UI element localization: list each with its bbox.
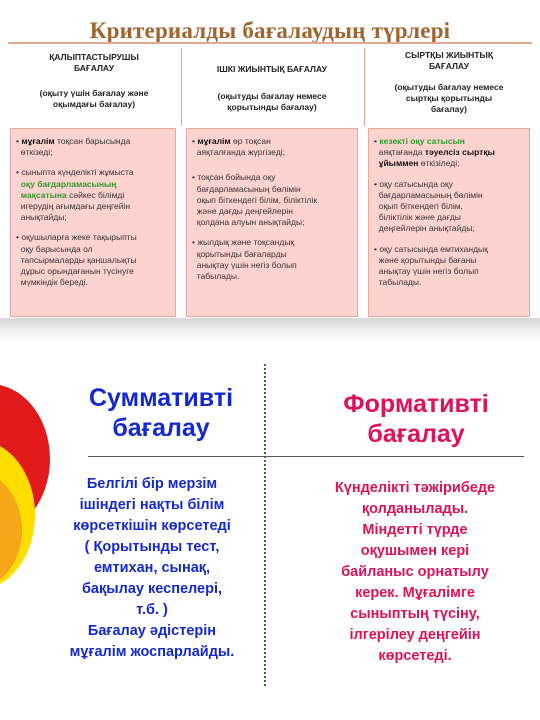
slide-title: Критериалды бағалаудың түрлері xyxy=(89,18,451,43)
formative-description: Күнделікті тәжірибеде қолданылады. Міндетті түрде оқушымен кері байланыс орнатылу керек. Мұғалімге сыныптың түсіну, ілгерілеу деңгейін көрсетеді. xyxy=(334,480,496,664)
column-separator xyxy=(364,48,365,126)
formative-heading: Формативті бағалау xyxy=(343,390,489,448)
external-summative-description-text: • кезекті оқу сатысын аяқтағанда тәуелсіз сыртқы ұйыммен өткізіледі; • оқу сатысында оқу бағдарламасының бөлімін оқып біткендегі білім, біліктілік және дағды деңгейлерін анықтайды; • оқу сатысында емтихандық және қорытынды бағаны анықтау үшін негіз болып табылады. xyxy=(374,136,495,288)
heading-underline xyxy=(88,456,524,457)
column-heading-internal-summative: ІШКІ ЖИЫНТЫҚ БАҒАЛАУ (оқытуды бағалау немесе қорытынды бағалау) xyxy=(216,64,328,112)
column-separator xyxy=(181,48,182,126)
column-heading-formative: ҚАЛЫПТАСТЫРУШЫ БАҒАЛАУ (оқыту үшін бағалау және оқымдағы бағалау) xyxy=(39,52,149,109)
formative-description-text: • мұғалім тоқсан барысында өткізеді; • сыныпта күнделікті жұмыста оқу бағдарламасының мақсатына сәйкес білімді игерудің ағымдағы деңгейін анықтайды; • оқушыларға жеке тақырыпты оқу барысында ол тапсырмаларды қаншалықты дұрыс орындағанын түсінуге мүмкіндік береді. xyxy=(16,136,137,288)
column-heading-external-summative: СЫРТҚЫ ЖИЫНТЫҚ БАҒАЛАУ (оқытуды бағалау немесе сыртқы қорытынды бағалау) xyxy=(394,50,504,114)
slide-divider-shadow xyxy=(0,318,540,344)
internal-summative-description-text: • мұғалім өр тоқсан аяқталғанда жүргізеді; • тоқсан бойында оқу бағдарламасының бөлімін оқып біткендегі білім, біліктілік және дағды деңгейлерін қолдана алуын анықтайды; • жылдық және тоқсандық қорытынды бағаларды анықтау үшін негіз болып табылады. xyxy=(192,136,318,282)
slide-criteria-types xyxy=(0,0,540,340)
summative-description: Белгілі бір мерзім ішіндегі нақты білім көрсеткішін көрсетеді ( Қорытынды тест, емтихан, сынақ, бақылау кеспелері, т.б. ) Бағалау әдістерін мұғалім жоспарлайды. xyxy=(69,476,235,660)
summative-heading: Суммативті бағалау xyxy=(88,384,234,442)
